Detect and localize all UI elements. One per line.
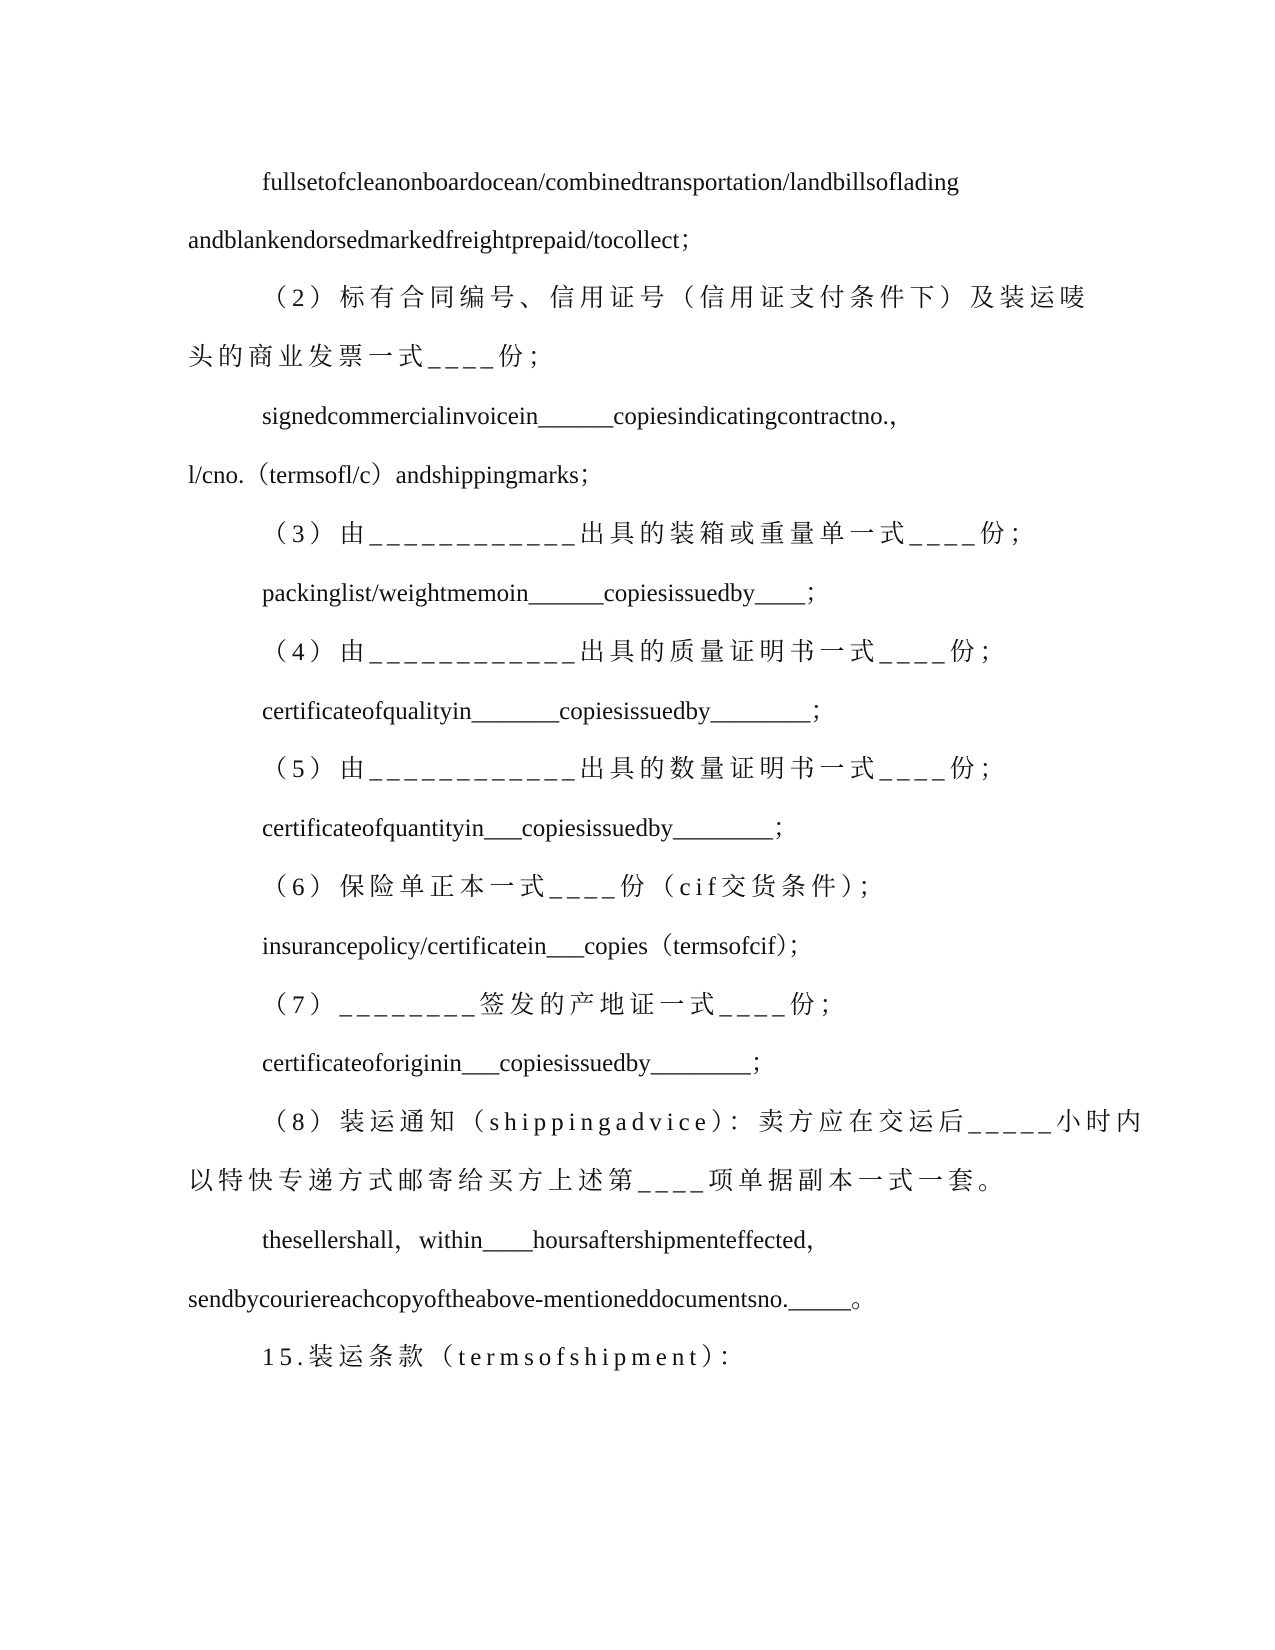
text-line: andblankendorsedmarkedfreightprepaid/tocollect； bbox=[188, 227, 705, 254]
text-line: packinglist/weightmemoin______copiesissuedby____； bbox=[262, 580, 830, 607]
text-line: （4）由____________出具的质量证明书一式____份； bbox=[262, 639, 1010, 666]
text-line: l/cno.（termsofl/c）andshippingmarks； bbox=[188, 462, 604, 489]
text-line: fullsetofcleanonboardocean/combinedtransportation/landbillsoflading bbox=[262, 169, 960, 196]
text-line: （6）保险单正本一式____份（cif交货条件）； bbox=[262, 874, 889, 901]
text-line: （7）________签发的产地证一式____份； bbox=[262, 992, 850, 1019]
text-line: 头的商业发票一式____份； bbox=[188, 344, 559, 371]
text-line: 以特快专递方式邮寄给买方上述第____项单据副本一式一套。 bbox=[188, 1168, 1009, 1195]
text-line: （3）由____________出具的装箱或重量单一式____份； bbox=[262, 521, 1040, 548]
text-line: （8）装运通知（shippingadvice）：卖方应在交运后_____小时内 bbox=[262, 1109, 1146, 1136]
text-line: certificateofqualityin_______copiesissuedby________； bbox=[262, 698, 836, 725]
text-line: sendbycouriereachcopyoftheabove-mentioneddocumentsno._____。 bbox=[188, 1286, 876, 1313]
section-heading: 15.装运条款（termsofshipment）： bbox=[262, 1344, 749, 1371]
text-line: （2）标有合同编号、信用证号（信用证支付条件下）及装运唛 bbox=[262, 285, 1090, 312]
text-line: certificateoforiginin___copiesissuedby________； bbox=[262, 1050, 776, 1077]
text-line: signedcommercialinvoicein______copiesindicatingcontractno.， bbox=[262, 403, 914, 430]
text-line: （5）由____________出具的数量证明书一式____份； bbox=[262, 756, 1010, 783]
text-line: certificateofquantityin___copiesissuedby________； bbox=[262, 815, 798, 842]
text-line: insurancepolicy/certificatein___copies（termsofcif）； bbox=[262, 933, 814, 960]
text-line: thesellershall，within____hoursaftershipmenteffected， bbox=[262, 1227, 831, 1254]
